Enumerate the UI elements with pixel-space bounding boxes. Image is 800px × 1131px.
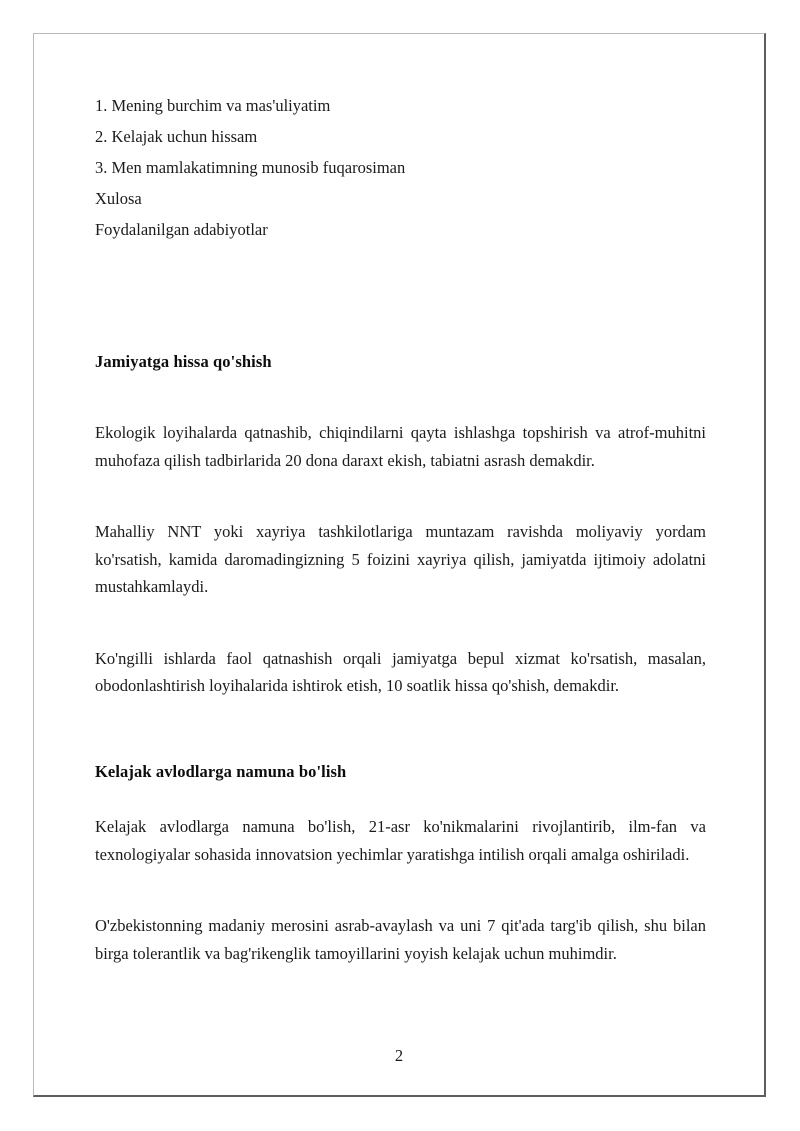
spacer [95, 601, 706, 645]
page-content [95, 90, 706, 967]
toc-entry: Foydalanilgan adabiyotlar [95, 220, 268, 239]
section-heading-kelajak: Kelajak avlodlarga namuna bo'lish [95, 761, 347, 781]
table-of-contents [95, 90, 706, 245]
document-page [33, 33, 766, 1097]
body-paragraph: Mahalliy NNT yoki xayriya tashkilotlariga muntazam ravishda moliyaviy yordam ko'rsatish, kamida daromadingizning 5 foizini xayriya qilish, jamiyatda ijtimoiy adolatni mustahkamlaydi. [95, 522, 706, 597]
body-paragraph: Kelajak avlodlarga namuna bo'lish, 21-asr ko'nikmalarini rivojlantirib, ilm-fan va texnologiyalar sohasida innovatsion yechimlar yaratishga intilish orqali amalga oshiriladi. [95, 817, 706, 864]
body-paragraph: Ko'ngilli ishlarda faol qatnashish orqali jamiyatga bepul xizmat ko'rsatish, masalan, obodonlashtirish loyihalarida ishtirok etish, 10 soatlik hissa qo'shish, demakdir. [95, 648, 706, 696]
body-paragraph: O'zbekistonning madaniy merosini asrab-avaylash va uni 7 qit'ada targ'ib qilish, shu bilan birga tolerantlik va bag'rikenglik tamoyillarini yoyish kelajak uchun muhimdir. [95, 916, 706, 963]
section-heading-jamiyatga: Jamiyatga hissa qo'shish [95, 351, 272, 371]
toc-entry: 2. Kelajak uchun hissam [95, 127, 258, 146]
spacer [95, 474, 706, 518]
spacer [95, 868, 706, 912]
spacer [95, 245, 706, 337]
body-paragraph: Ekologik loyihalarda qatnashib, chiqindilarni qayta ishlashga topshirish va atrof-muhitni muhofaza qilish tadbirlarida 20 dona daraxt ekish, tabiatni asrash demakdir. [95, 423, 706, 470]
spacer [95, 700, 706, 747]
spacer [95, 386, 706, 419]
toc-entry: 3. Men mamlakatimning munosib fuqarosiman [95, 158, 406, 177]
toc-entry: Xulosa [95, 189, 142, 208]
toc-entry: 1. Mening burchim va mas'uliyatim [95, 96, 331, 115]
page-number: 2 [394, 1046, 404, 1065]
spacer [95, 796, 706, 813]
